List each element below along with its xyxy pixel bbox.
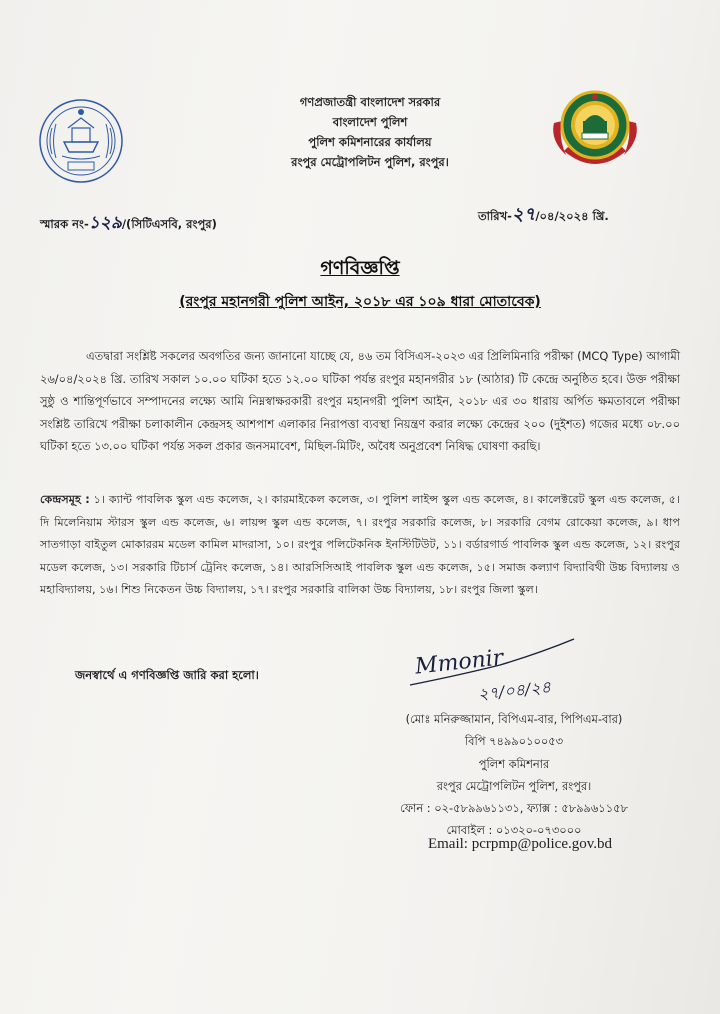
exam-centres bbox=[40, 489, 680, 602]
notice-body: এতদ্বারা সংশ্লিষ্ট সকলের অবগতির জন্য জানানো যাচ্ছে যে, ৪৬ তম বিসিএস-২০২৩ এর প্রিলিমিনারি পরীক্ষা (MCQ Type) আগামী ২৬/০৪/২০২৪ খ্রি. তারিখ সকাল ১০.০০ ঘটিকা হতে ১২.০০ ঘটিকা পর্যন্ত রংপুর মহানগরীর ১৮ (আঠার) টি কেন্দ্রে অনুষ্ঠিত হবে। উক্ত পরীক্ষা সুষ্ঠু ও শান্তিপূর্ণভাবে সম্পাদনের লক্ষ্যে আমি নিম্নস্বাক্ষরকারী রংপুর মহানগরী পুলিশ আইন, ২০১৮ এর ৩০ ধারায় অর্পিত ক্ষমতাবলে পরীক্ষা সংশ্লিষ্ট তারিখে পরীক্ষা চলাকালীন কেন্দ্রসহ আশপাশ এলাকার নিরাপত্তা ব্যবস্থা নিয়ন্ত্রণ করার লক্ষ্যে কেন্দ্রের ২০০ (দুইশত) গজের মধ্যে ০৮.০০ ঘটিকা হতে ১৩.০০ ঘটিকা পর্যন্ত সকল প্রকার জনসমাবেশ, মিছিল-মিটিং, অবৈধ অনুপ্রবেশ নিষিদ্ধ ঘোষণা করছি। bbox=[40, 349, 680, 454]
signatory-office: রংপুর মেট্রোপলিটন পুলিশ, রংপুর। bbox=[436, 778, 592, 793]
notice-subtitle: (রংপুর মহানগরী পুলিশ আইন, ২০১৮ এর ১০৯ ধারা মোতাবেক) bbox=[179, 294, 541, 310]
memo-suffix: /(সিটিএসবি, রংপুর) bbox=[121, 217, 217, 231]
header-line-government: গণপ্রজাতন্ত্রী বাংলাদেশ সরকার bbox=[299, 95, 441, 109]
office-header bbox=[240, 92, 500, 172]
signatory-mobile: মোবাইল : ০১৩২০-০৭৩০০০ bbox=[446, 823, 582, 838]
centres-list: ১। ক্যান্ট পাবলিক স্কুল এন্ড কলেজ, ২। কারমাইকেল কলেজ, ৩। পুলিশ লাইন্স স্কুল এন্ড কলেজ, ৪। কালেক্টরেট স্কুল এন্ড কলেজ, ৫। দি মিলেনিয়াম স্টারস স্কুল এন্ড কলেজ, ৬। লায়ন্স স্কুল এন্ড কলেজ, ৭। রংপুর সরকারি কলেজ, ৮। সরকারি বেগম রোকেয়া কলেজ, ৯। ধাপ সাতগাড়া বাইতুল মোকাররম মডেল কামিল মাদরাসা, ১০। রংপুর পলিটেকনিক ইনস্টিটিউট, ১১। বর্ডারগার্ড পাবলিক স্কুল এন্ড কলেজ, ১২। রংপুর মডেল কলেজ, ১৩। সরকারি টিচার্স ট্রেনিং কলেজ, ১৪। আরসিসিআই পাবলিক স্কুল এন্ড কলেজ, ১৫। সমাজ কল্যাণ বিদ্যাবিথী উচ্চ বিদ্যালয় ও মহাবিদ্যালয়, ১৬। শিশু নিকেতন উচ্চ বিদ্যালয়, ১৭। রংপুর সরকারি বালিকা উচ্চ বিদ্যালয়, ১৮। রংপুর জিলা স্কুল। bbox=[40, 493, 680, 597]
header-line-police: বাংলাদেশ পুলিশ bbox=[332, 115, 408, 129]
signatory-bp: বিপি ৭৪৯৯০১০০৫৩ bbox=[464, 734, 564, 749]
signatory-email: Email: pcrpmp@police.gov.bd bbox=[427, 836, 613, 852]
header-line-office: পুলিশ কমিশনারের কার্যালয় bbox=[308, 135, 432, 149]
centres-label: কেন্দ্রসমূহ : bbox=[40, 493, 90, 506]
header-line-metropolitan: রংপুর মেট্রোপলিটন পুলিশ, রংপুর। bbox=[291, 155, 449, 169]
signatory-phone: ফোন : ০২-৫৮৯৯৬১১৩১, ফ্যাক্স : ৫৮৯৯৬১১৫৮ bbox=[400, 801, 628, 816]
public-interest-line: জনস্বার্থে এ গণবিজ্ঞপ্তি জারি করা হলো। bbox=[75, 668, 259, 682]
date-prefix: তারিখ- bbox=[478, 209, 512, 223]
memo-number-handwritten: ১২৯ bbox=[88, 213, 122, 233]
signature-date: ২৭/০৪/২৪ bbox=[477, 677, 552, 704]
notice-title: গণবিজ্ঞপ্তি bbox=[320, 257, 400, 279]
signature-scribble: Mmonir bbox=[413, 645, 505, 680]
signatory-name: (মোঃ মনিরুজ্জামান, বিপিএম-বার, পিপিএম-বার) bbox=[405, 712, 623, 726]
memo-prefix: স্মারক নং- bbox=[40, 217, 89, 231]
police-emblem-icon bbox=[38, 98, 124, 184]
issue-date bbox=[478, 200, 609, 231]
signatory-block bbox=[386, 708, 642, 842]
date-rest: /০৪/২০২৪ খ্রি. bbox=[535, 209, 609, 223]
date-day-handwritten: ২৭ bbox=[511, 204, 536, 225]
signatory-designation: পুলিশ কমিশনার bbox=[478, 756, 550, 771]
memo-reference bbox=[40, 210, 217, 238]
rmp-emblem-icon bbox=[548, 85, 642, 175]
